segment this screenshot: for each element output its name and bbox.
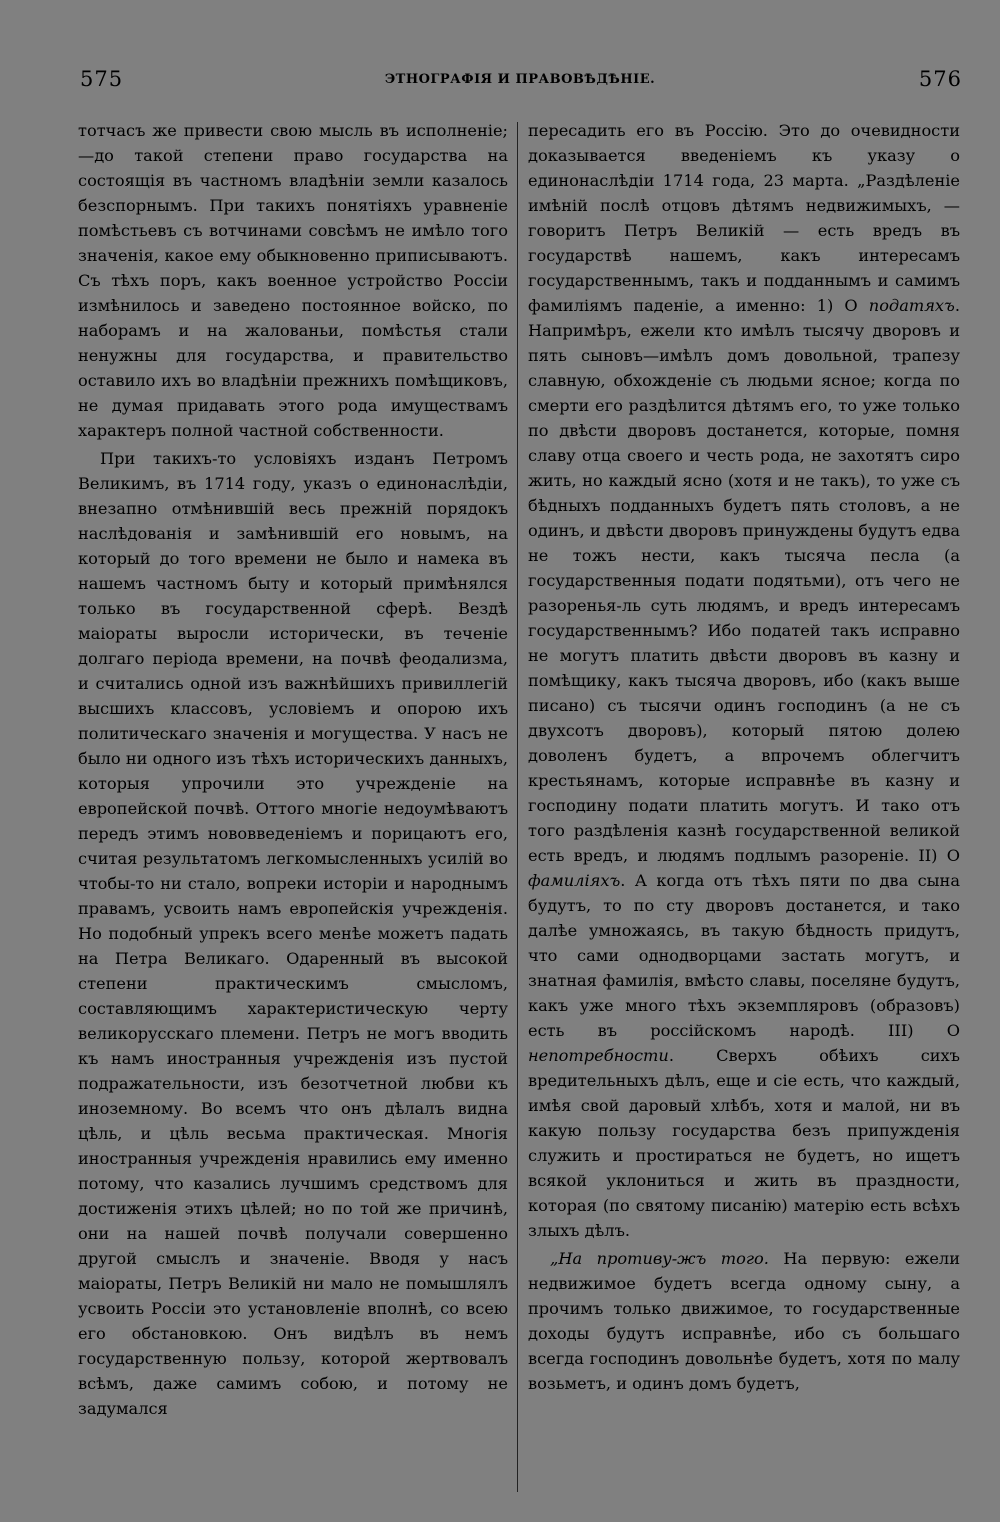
left-page-number: 575 <box>80 67 124 91</box>
left-paragraph-2: При такихъ-то условіяхъ изданъ Петромъ Великимъ, въ 1714 году, указъ о единонаслѣдіи, внезапно отмѣнившій весь прежній порядокъ наслѣдованія и замѣнившій его новымъ, на который до того времени не было и намека въ нашемъ частномъ быту и который примѣнялся только въ государственной сферѣ. Вездѣ маіораты выросли исторически, въ теченіе долгаго періода времени, на почвѣ феодализма, и считались одной изъ важнѣйшихъ привиллегій высшихъ классовъ, условіемъ и опорою ихъ политическаго значенія и могущества. У насъ не было ни одного изъ тѣхъ историческихъ данныхъ, которыя упрочили это учрежденіе на европейской почвѣ. Оттого многіе недоумѣваютъ передъ этимъ нововведеніемъ и порицаютъ его, считая результатомъ легкомысленныхъ усилій во чтобы-то ни стало, вопреки исторіи и народнымъ правамъ, усвоить намъ европейскія учрежденія. Но подобный упрекъ всего менѣе можетъ падать на Петра Великаго. Одаренный въ высокой степени практическимъ смысломъ, составляющимъ характеристическую черту великорусскаго племени. Петръ не могъ вводить къ намъ иностранныя учрежденія изъ пустой подражательности, изъ безотчетной любви къ иноземному. Во всемъ что онъ дѣлалъ видна цѣль, и цѣль весьма практическая. Многія иностранныя учрежденія нравились ему именно потому, что казались лучшимъ средствомъ для достиженія этихъ цѣлей; но по той же причинѣ, они на нашей почвѣ получали совершенно другой смыслъ и значеніе. Вводя у насъ маіораты, Петръ Великій ни мало не помышлялъ усвоить Россіи это установленіе вполнѣ, со всею его обстановкою. Онъ видѣлъ въ немъ государственную пользу, которой жертвовалъ всѣмъ, даже самимъ собою, и потому не задумался <box>78 449 508 1418</box>
right-paragraph-1 <box>528 118 960 1243</box>
right-column <box>528 118 960 1498</box>
emphasis-nepotrebnosti: непотребности <box>528 1046 669 1065</box>
running-title: ЭТНОГРАФІЯ И ПРАВОВѢДѢНІЕ. <box>384 71 656 87</box>
emphasis-familiyakh: фамиліяхъ <box>528 871 621 890</box>
left-paragraph-1: тотчасъ же привести свою мысль въ исполненіе;—до такой степени право государства на состоящія въ частномъ владѣніи земли казалось безспорнымъ. При такихъ понятіяхъ уравненіе помѣстьевъ съ вотчинами совсѣмъ не имѣло того значенія, какое ему обыкновенно приписываютъ. Съ тѣхъ поръ, какъ военное устройство Россіи измѣнилось и заведено постоянное войско, по наборамъ и на жалованьи, помѣстья стали ненужны для государства, и правительство оставило ихъ во владѣніи прежнихъ помѣщиковъ, не думая придавать этого рода имуществамъ характеръ полной частной собственности. <box>78 121 508 440</box>
right-page-number: 576 <box>918 67 962 91</box>
text-run: На первую: ежели недвижимое будетъ всегда одному сыну, а прочимъ только движимое, то государственные доходы будутъ исправнѣе, ибо съ большаго всегда господинъ довольнѣе будетъ, хотя по малу возьметъ, и одинъ домъ будетъ, <box>528 1249 960 1393</box>
page-header <box>80 64 962 94</box>
emphasis-podatyakh: податяхъ <box>868 296 955 315</box>
column-divider <box>517 122 518 1492</box>
text-run: пересадить его въ Россію. Это до очевидности доказывается введеніемъ къ указу о единонаслѣдіи 1714 года, 23 марта. „Раздѣленіе имѣній послѣ отцовъ дѣтямъ недвижимыхъ, — говоритъ Петръ Великій — есть вредъ въ государствѣ нашемъ, какъ интересамъ государственнымъ, такъ и подданнымъ и самимъ фамиліямъ паденіе, а именно: 1) О <box>528 121 960 315</box>
right-paragraph-2 <box>528 1246 960 1396</box>
left-column <box>78 118 508 1498</box>
text-run: . Напримѣръ, ежели кто имѣлъ тысячу дворовъ и пять сыновъ—имѣлъ домъ довольной, трапезу славную, обхожденіе съ людьми ясное; когда по смерти его раздѣлится дѣтямъ его, то уже только по двѣсти дворовъ достанется, которые, помня славу отца своего и честь рода, не захотятъ сиро жить, но каждый ясно (хотя и не такъ), то уже съ бѣдныхъ подданныхъ будетъ пять столовъ, а не одинъ, и двѣсти дворовъ принуждены будутъ едва не тожъ нести, какъ тысяча песла (а государственныя подати подятьми), отъ чего не разоренья-ль суть людямъ, и вредъ интересамъ государственнымъ? Ибо податей такъ исправно не могутъ платить двѣсти дворовъ въ казну и помѣщику, какъ тысяча дворовъ, ибо (какъ выше писано) съ тысячи одинъ господинъ (а не съ двухсотъ дворовъ), который пятою долею доволенъ будетъ, а впрочемъ облегчитъ крестьянамъ, которые исправнѣе въ казну и господину подати платить могутъ. И тако отъ того раздѣленія казнѣ государственной великой есть вредъ, и людямъ подлымъ разореніе. II) О <box>528 296 960 865</box>
text-run: . А когда отъ тѣхъ пяти по два сына будутъ, то по сту дворовъ достанется, и тако далѣе умножаясь, въ такую бѣдность придутъ, что сами однодворцами застать могутъ, и знатная фамилія, вмѣсто славы, поселяне будутъ, какъ уже много тѣхъ экземпляровъ (образовъ) есть въ россійскомъ народѣ. III) О <box>528 871 960 1040</box>
emphasis-na-protivu: „На противу-жъ того. <box>550 1249 769 1268</box>
text-run: . Сверхъ обѣихъ сихъ вредительныхъ дѣлъ, еще и сіе есть, что каждый, имѣя свой даровый хлѣбъ, хотя и малой, ни въ какую пользу государства безъ припужденія служить и простираться не будетъ, но ищетъ всякой уклониться и жить въ праздности, которая (по святому писанію) матерію есть всѣхъ злыхъ дѣлъ. <box>528 1046 960 1240</box>
